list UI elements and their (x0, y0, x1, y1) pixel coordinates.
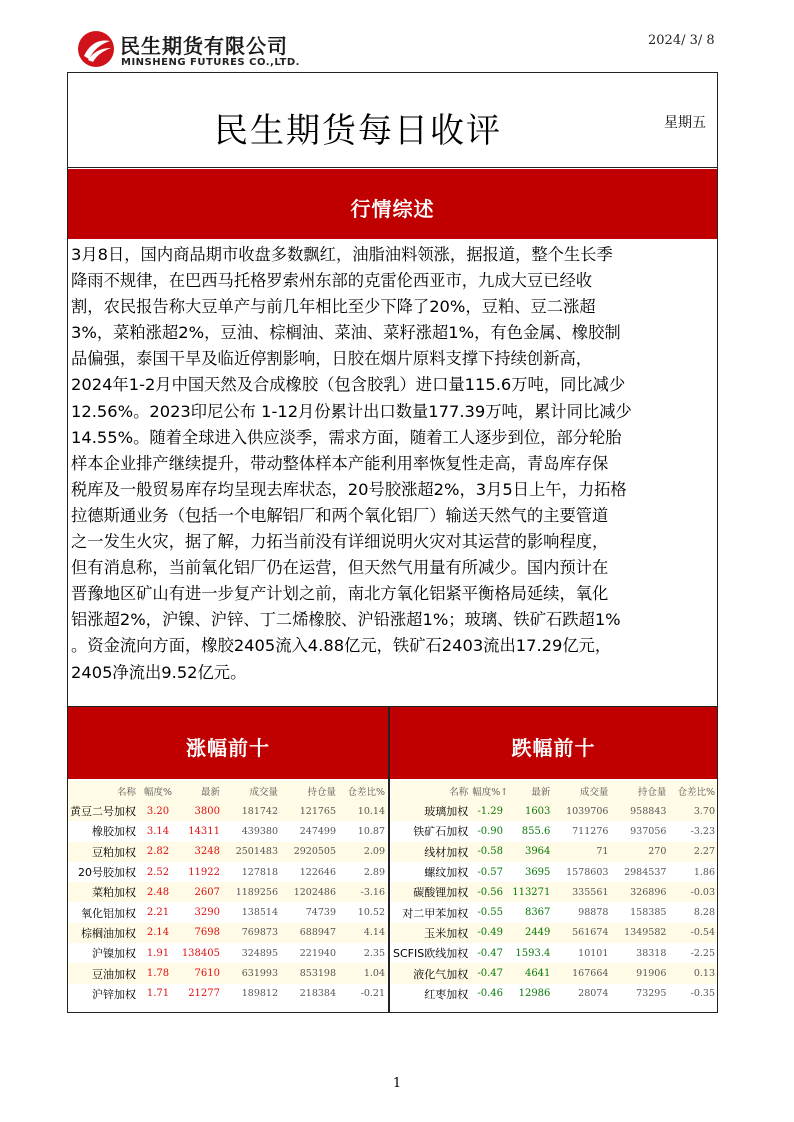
contract-name: 20号胶加权 (78, 866, 136, 880)
gainers-header-bar (68, 707, 388, 779)
open-interest: 1349582 (624, 927, 667, 939)
change-pct: -0.55 (477, 907, 504, 919)
change-pct: 2.48 (146, 886, 170, 898)
oi-change-ratio: 1.04 (363, 968, 385, 980)
contract-name: 红枣加权 (424, 987, 469, 1001)
change-pct: 3.14 (146, 825, 170, 837)
open-interest: 247499 (299, 825, 336, 837)
table-row (391, 882, 717, 902)
summary-line: 品偏强，泰国干旱及临近停割影响，日胶在烟片原料支撑下持续创新高， (71, 349, 593, 369)
table-row (391, 943, 717, 963)
oi-change-ratio: 10.87 (357, 825, 385, 837)
oi-change-ratio: 2.27 (693, 846, 715, 858)
table-row (68, 821, 387, 841)
oi-change-ratio: -0.35 (690, 988, 715, 1000)
summary-line: 2405净流出9.52亿元。 (71, 662, 247, 682)
change-pct: -1.29 (477, 805, 504, 817)
last-price: 21277 (188, 988, 220, 1000)
losers-header-bar (390, 707, 717, 779)
volume: 561674 (572, 927, 609, 939)
open-interest: 1202486 (293, 886, 336, 898)
open-interest: 2984537 (624, 866, 667, 878)
summary-line: 割，农民报告称大豆单产与前几年相比至少下降了20%，豆粕、豆二涨超 (71, 297, 596, 317)
change-pct: 2.52 (146, 866, 170, 878)
oi-change-ratio: -3.16 (360, 886, 385, 898)
losers-table (391, 781, 717, 1004)
volume: 98878 (578, 907, 609, 919)
column-header: 幅度% (143, 787, 173, 798)
change-pct: 1.78 (146, 968, 170, 980)
change-pct: -0.56 (477, 886, 504, 898)
volume: 181742 (241, 805, 278, 817)
change-pct: 2.14 (146, 927, 170, 939)
column-header: 名称 (449, 787, 469, 798)
change-pct: -0.58 (477, 846, 504, 858)
contract-name: SCFIS欧线加权 (393, 947, 469, 961)
contract-name: 沪锌加权 (92, 987, 136, 1001)
last-price: 113271 (512, 886, 551, 898)
column-header: 最新 (200, 787, 220, 798)
last-price: 8367 (524, 907, 551, 919)
oi-change-ratio: -2.25 (690, 947, 715, 959)
column-header: 持仓量 (307, 787, 336, 798)
open-interest: 221940 (299, 947, 336, 959)
change-pct: 1.91 (146, 947, 170, 959)
last-price: 4641 (524, 968, 551, 980)
oi-change-ratio: -3.23 (690, 825, 715, 837)
last-price: 1603 (524, 805, 551, 817)
column-header: 幅度%↑ (472, 787, 509, 798)
last-price: 7698 (194, 927, 220, 939)
open-interest: 937056 (630, 825, 667, 837)
open-interest: 122646 (299, 866, 336, 878)
oi-change-ratio: 2.09 (363, 846, 385, 858)
volume: 71 (596, 846, 609, 858)
change-pct: -0.57 (477, 866, 504, 878)
minsheng-logo-icon (76, 29, 116, 69)
change-pct: 2.82 (146, 846, 170, 858)
oi-change-ratio: 10.14 (357, 805, 385, 817)
last-price: 12986 (518, 988, 551, 1000)
table-row (68, 862, 387, 882)
last-price: 7610 (194, 968, 220, 980)
volume: 324895 (241, 947, 278, 959)
last-price: 14311 (188, 825, 220, 837)
open-interest: 853198 (299, 968, 336, 980)
summary-line: 降雨不规律，在巴西马托格罗索州东部的克雷伦西亚市，九成大豆已经收 (71, 271, 593, 291)
contract-name: 对二甲苯加权 (402, 906, 469, 920)
oi-change-ratio: 10.52 (357, 907, 385, 919)
volume: 138514 (241, 907, 278, 919)
table-row (391, 963, 717, 983)
table-row (391, 902, 717, 922)
volume: 335561 (572, 886, 609, 898)
oi-change-ratio: -0.21 (360, 988, 385, 1000)
volume: 1578603 (566, 866, 609, 878)
contract-name: 黄豆二号加权 (70, 805, 136, 819)
gainers-heading: 涨幅前十 (186, 736, 270, 760)
summary-line: 拉德斯通业务（包括一个电解铝厂和两个氧化铝厂）输送天然气的主要管道 (71, 505, 609, 525)
change-pct: -0.90 (477, 825, 504, 837)
change-pct: -0.47 (477, 968, 504, 980)
last-price: 3248 (194, 846, 220, 858)
table-row (391, 984, 717, 1004)
change-pct: -0.47 (477, 947, 504, 959)
contract-name: 橡胶加权 (92, 825, 136, 839)
column-header: 成交量 (249, 787, 278, 798)
contract-name: 线材加权 (424, 845, 469, 859)
summary-line: 铝涨超2%，沪镍、沪锌、丁二烯橡胶、沪铅涨超1%；玻璃、铁矿石跌超1% (71, 610, 621, 630)
oi-change-ratio: 3.70 (693, 805, 715, 817)
oi-change-ratio: -0.54 (690, 927, 715, 939)
volume: 28074 (578, 988, 609, 1000)
last-price: 3964 (524, 846, 551, 858)
last-price: 3695 (524, 866, 551, 878)
summary-line: 14.55%。随着全球进入供应淡季，需求方面，随着工人逐步到位，部分轮胎 (71, 427, 622, 447)
table-row (68, 842, 387, 862)
volume: 1039706 (566, 805, 609, 817)
last-price: 855.6 (521, 825, 551, 837)
logo-text-en: MINSHENG FUTURES CO.,LTD. (121, 57, 300, 68)
column-header: 仓差比% (347, 787, 385, 798)
summary-heading: 行情综述 (350, 197, 435, 221)
change-pct: 1.71 (146, 988, 170, 1000)
oi-change-ratio: 2.35 (363, 947, 385, 959)
table-row (391, 862, 717, 882)
summary-line: 12.56%。2023印尼公布 1-12月份累计出口数量177.39万吨，累计同比减少 (71, 401, 632, 421)
open-interest: 2920505 (293, 846, 336, 858)
volume: 10101 (578, 947, 609, 959)
contract-name: 螺纹加权 (424, 866, 469, 880)
oi-change-ratio: 2.89 (363, 866, 385, 878)
page-title: 民生期货每日收评 (214, 111, 502, 151)
table-row (68, 801, 387, 821)
contract-name: 液化气加权 (413, 967, 469, 981)
table-row (391, 842, 717, 862)
change-pct: 3.20 (146, 805, 170, 817)
open-interest: 38318 (636, 947, 667, 959)
table-row (68, 963, 387, 983)
summary-line: 样本企业排产继续提升，带动整体样本产能利用率恢复性走高，青岛库存保 (71, 453, 609, 473)
weekday-label: 星期五 (664, 115, 706, 131)
summary-line: 税库及一般贸易库存均呈现去库状态，20号胶涨超2%，3月5日上午，力拓格 (71, 479, 627, 499)
gainers-table (68, 781, 387, 1004)
volume: 2501483 (235, 846, 278, 858)
contract-name: 沪镍加权 (92, 947, 136, 961)
volume: 167664 (572, 968, 609, 980)
change-pct: -0.46 (477, 988, 504, 1000)
open-interest: 218384 (299, 988, 336, 1000)
open-interest: 688947 (299, 927, 336, 939)
volume: 631993 (241, 968, 278, 980)
summary-header-bar (68, 169, 717, 239)
oi-change-ratio: 8.28 (693, 907, 715, 919)
volume: 439380 (241, 825, 278, 837)
summary-line: 。资金流向方面，橡胶2405流入4.88亿元，铁矿石2403流出17.29亿元， (71, 636, 612, 656)
summary-line: 但有消息称，当前氧化铝厂仍在运营，但天然气用量有所减少。国内预计在 (71, 558, 609, 578)
oi-change-ratio: -0.03 (690, 886, 715, 898)
column-header: 最新 (531, 787, 551, 798)
oi-change-ratio: 0.13 (693, 968, 715, 980)
contract-name: 铁矿石加权 (413, 825, 469, 839)
column-header: 仓差比% (677, 787, 715, 798)
open-interest: 74739 (305, 907, 336, 919)
market-summary-text (71, 242, 716, 686)
table-header-row (68, 781, 387, 801)
table-row (391, 821, 717, 841)
last-price: 3800 (194, 805, 220, 817)
summary-line: 之一发生火灾，据了解，力拓当前没有详细说明火灾对其运营的影响程度， (71, 532, 609, 552)
volume: 1189256 (235, 886, 278, 898)
table-row (391, 923, 717, 943)
summary-line: 3%，菜粕涨超2%，豆油、棕榈油、菜油、菜籽涨超1%，有色金属、橡胶制 (71, 323, 621, 343)
oi-change-ratio: 1.86 (693, 866, 715, 878)
report-frame (67, 72, 718, 1013)
open-interest: 958843 (630, 805, 667, 817)
losers-heading: 跌幅前十 (511, 736, 596, 760)
change-pct: 2.21 (146, 907, 170, 919)
company-logo (76, 27, 316, 75)
last-price: 1593.4 (515, 947, 551, 959)
contract-name: 棕榈油加权 (81, 926, 136, 940)
volume: 769873 (241, 927, 278, 939)
contract-name: 碳酸锂加权 (413, 886, 469, 900)
summary-line: 2024年1-2月中国天然及合成橡胶（包含胶乳）进口量115.6万吨，同比减少 (71, 375, 626, 395)
last-price: 3290 (194, 907, 220, 919)
logo-text-cn: 民生期货有限公司 (120, 34, 288, 58)
table-row (68, 984, 387, 1004)
open-interest: 121765 (299, 805, 336, 817)
report-date: 2024/ 3/ 8 (648, 33, 715, 48)
contract-name: 豆油加权 (92, 967, 136, 981)
column-divider (388, 707, 390, 1013)
volume: 189812 (241, 988, 278, 1000)
contract-name: 氧化铝加权 (81, 906, 136, 920)
volume: 711276 (572, 825, 609, 837)
table-row (391, 801, 717, 821)
table-row (68, 902, 387, 922)
open-interest: 270 (648, 846, 667, 858)
open-interest: 326896 (630, 886, 667, 898)
open-interest: 91906 (636, 968, 667, 980)
contract-name: 豆粕加权 (92, 845, 136, 859)
contract-name: 菜粕加权 (92, 886, 136, 900)
summary-line: 3月8日，国内商品期市收盘多数飘红，油脂油料领涨，据报道，整个生长季 (71, 245, 613, 264)
summary-line: 晋豫地区矿山有进一步复产计划之前，南北方氧化铝紧平衡格局延续，氧化 (71, 584, 609, 604)
table-row (68, 882, 387, 902)
volume: 127818 (241, 866, 278, 878)
open-interest: 158385 (630, 907, 667, 919)
table-header-row (391, 781, 717, 801)
last-price: 11922 (188, 866, 220, 878)
table-row (68, 943, 387, 963)
last-price: 138405 (181, 947, 220, 959)
change-pct: -0.49 (477, 927, 504, 939)
last-price: 2449 (524, 927, 551, 939)
title-box (68, 73, 717, 168)
last-price: 2607 (194, 886, 220, 898)
column-header: 成交量 (579, 787, 609, 798)
table-row (68, 923, 387, 943)
oi-change-ratio: 4.14 (363, 927, 385, 939)
column-header: 持仓量 (637, 787, 667, 798)
contract-name: 玉米加权 (424, 926, 469, 940)
page-number: 1 (392, 1076, 402, 1091)
column-header: 名称 (116, 787, 136, 798)
contract-name: 玻璃加权 (424, 805, 469, 819)
open-interest: 73295 (636, 988, 667, 1000)
